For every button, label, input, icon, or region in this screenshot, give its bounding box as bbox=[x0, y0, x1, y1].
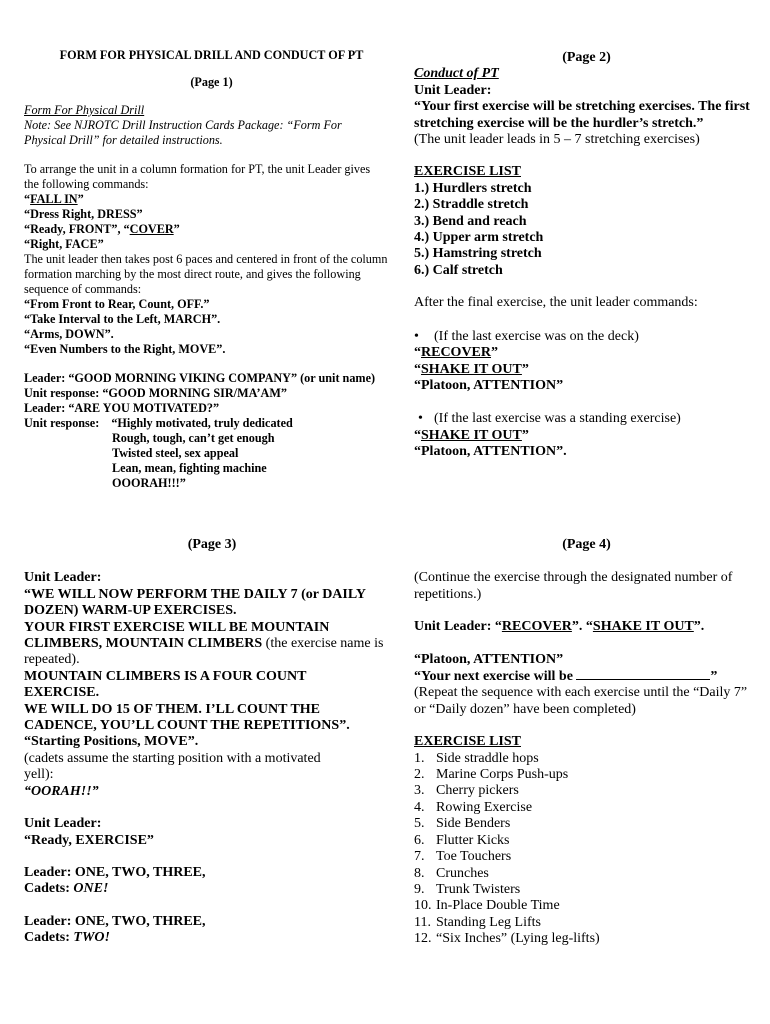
list-item bbox=[414, 751, 759, 767]
page-3-panel bbox=[24, 537, 400, 947]
response-line-1: “Highly motivated, truly dedicated bbox=[111, 416, 293, 430]
fall-in-text: FALL IN bbox=[30, 192, 78, 206]
quote: ” bbox=[710, 669, 718, 685]
quote: “ bbox=[24, 192, 31, 206]
item-name: Rowing Exercise bbox=[436, 799, 533, 815]
deck-condition bbox=[414, 329, 759, 345]
item-name: In-Place Double Time bbox=[436, 898, 560, 914]
cadets-label: Cadets: bbox=[24, 930, 74, 946]
unit-response-label: Unit response: bbox=[24, 416, 103, 430]
stretch-item: 5.) Hamstring stretch bbox=[414, 246, 542, 262]
leads-note: (The unit leader leads in 5 – 7 stretching exercises) bbox=[414, 132, 700, 148]
quote: “ bbox=[494, 619, 502, 635]
cover-text: COVER bbox=[129, 222, 174, 236]
quote: ” bbox=[521, 361, 529, 377]
recover-text: RECOVER bbox=[421, 345, 492, 361]
cadets-one: ONE! bbox=[73, 881, 109, 897]
daily-line-2: DOZEN) WARM-UP EXERCISES. bbox=[24, 603, 237, 619]
ready-exercise: “Ready, EXERCISE” bbox=[24, 832, 154, 848]
response-line-4: Lean, mean, fighting machine bbox=[112, 461, 267, 475]
daily-line-9: CADENCE, YOU’LL COUNT THE REPETITIONS”. bbox=[24, 718, 350, 734]
quote-separator: ”. “ bbox=[571, 619, 593, 635]
cadets-label: Cadets: bbox=[24, 881, 74, 897]
item-number: 7. bbox=[414, 849, 425, 865]
item-number: 11. bbox=[414, 914, 431, 930]
next-exercise-text: “Your next exercise will be bbox=[414, 669, 577, 685]
response-line-5: OOORAH!!!” bbox=[112, 476, 186, 490]
item-name: Cherry pickers bbox=[436, 783, 519, 799]
command-dress-right: “Dress Right, DRESS” bbox=[24, 207, 143, 221]
stretch-item: 4.) Upper arm stretch bbox=[414, 230, 544, 246]
daily-line-8: WE WILL DO 15 OF THEM. I’LL COUNT THE bbox=[24, 701, 321, 717]
stretch-item: 6.) Calf stretch bbox=[414, 262, 503, 278]
posts-line-1: The unit leader then takes post 6 paces and centered in front of the column bbox=[24, 252, 388, 266]
unit-leader-recover bbox=[414, 619, 759, 635]
page-1-label: (Page 1) bbox=[190, 75, 233, 89]
cadets-count-2 bbox=[24, 930, 400, 946]
posts-line-3: sequence of commands: bbox=[24, 282, 142, 296]
list-item bbox=[414, 931, 759, 947]
exercise-list-title: EXERCISE LIST bbox=[414, 734, 521, 750]
command-fall-in bbox=[24, 192, 399, 207]
standing-condition bbox=[414, 411, 759, 427]
shake-text: SHAKE IT OUT bbox=[421, 427, 522, 443]
daily-line-4 bbox=[24, 636, 400, 652]
daily-line-3: YOUR FIRST EXERCISE WILL BE MOUNTAIN bbox=[24, 619, 330, 635]
daily-line-7: EXERCISE. bbox=[24, 685, 100, 701]
item-name: “Six Inches” (Lying leg-lifts) bbox=[436, 931, 600, 947]
shake-text: SHAKE IT OUT bbox=[421, 361, 522, 377]
ready-front-text: “Ready, FRONT”, “ bbox=[24, 222, 130, 236]
continue-line-2: repetitions.) bbox=[414, 586, 482, 602]
posts-line-2: formation marching by the most direct route, and gives the following bbox=[24, 267, 361, 281]
mountain-climbers-text: CLIMBERS, MOUNTAIN CLIMBERS bbox=[24, 636, 266, 652]
item-number: 6. bbox=[414, 832, 425, 848]
conduct-title: Conduct of PT bbox=[414, 66, 499, 82]
unit-leader-label: Unit Leader: bbox=[24, 570, 102, 586]
unit-response bbox=[24, 416, 399, 431]
cadets-assume-2: yell): bbox=[24, 767, 54, 783]
item-number: 5. bbox=[414, 816, 425, 832]
list-item bbox=[414, 783, 759, 799]
response-good-morning: Unit response: “GOOD MORNING SIR/MA’AM” bbox=[24, 386, 287, 400]
note-line-1: Note: See NJROTC Drill Instruction Cards Package: “Form For bbox=[24, 118, 342, 132]
item-name: Side Benders bbox=[436, 816, 511, 832]
oorah-yell: “OORAH!!” bbox=[24, 783, 99, 799]
item-name: Crunches bbox=[436, 865, 489, 881]
item-number: 3. bbox=[414, 783, 425, 799]
item-number: 1. bbox=[414, 750, 425, 766]
exercise-list-title: EXERCISE LIST bbox=[414, 164, 521, 180]
list-item bbox=[414, 866, 759, 882]
document-heading: FORM FOR PHYSICAL DRILL AND CONDUCT OF PT bbox=[59, 48, 364, 62]
starting-positions: “Starting Positions, MOVE”. bbox=[24, 734, 199, 750]
command-platoon-attention: “Platoon, ATTENTION” bbox=[414, 377, 564, 393]
list-item bbox=[414, 849, 759, 865]
leader-motivated: Leader: “ARE YOU MOTIVATED?” bbox=[24, 401, 220, 415]
blank-line bbox=[576, 668, 710, 680]
quote-end: ”. bbox=[693, 619, 705, 635]
repeat-line-2: or “Daily dozen” have been completed) bbox=[414, 701, 636, 717]
next-exercise bbox=[414, 668, 759, 685]
quote: ” bbox=[77, 192, 84, 206]
command-ready-front bbox=[24, 222, 399, 237]
page-2-label: (Page 2) bbox=[562, 50, 611, 65]
cadets-assume-1: (cadets assume the starting position with a motivated bbox=[24, 750, 321, 766]
continue-line-1: (Continue the exercise through the designated number of bbox=[414, 570, 733, 586]
intro-line-2: the following commands: bbox=[24, 177, 149, 191]
quote: ” bbox=[521, 427, 529, 443]
bullet-icon: • bbox=[414, 328, 419, 344]
unit-leader-label: Unit Leader: bbox=[414, 82, 492, 98]
stretch-item: 1.) Hurdlers stretch bbox=[414, 180, 532, 196]
bullet-icon: • bbox=[418, 411, 423, 427]
command-platoon-attention-2: “Platoon, ATTENTION”. bbox=[414, 444, 567, 460]
leader-count-1: Leader: ONE, TWO, THREE, bbox=[24, 864, 206, 880]
response-line-2: Rough, tough, can’t get enough bbox=[112, 431, 275, 445]
page-2-panel bbox=[414, 50, 759, 461]
unit-leader-label: Unit Leader: bbox=[414, 619, 495, 635]
list-item bbox=[414, 816, 759, 832]
item-number: 8. bbox=[414, 865, 425, 881]
item-name: Side straddle hops bbox=[436, 750, 539, 766]
page-3-label: (Page 3) bbox=[187, 537, 237, 552]
quote: ” bbox=[491, 345, 499, 361]
command-recover bbox=[414, 345, 759, 361]
first-exercise-line-1: “Your first exercise will be stretching exercises. The first bbox=[414, 99, 750, 115]
command-right-face: “Right, FACE” bbox=[24, 237, 104, 251]
unit-leader-label-2: Unit Leader: bbox=[24, 816, 102, 832]
deck-condition-text: (If the last exercise was on the deck) bbox=[434, 328, 639, 344]
quote: “ bbox=[414, 361, 421, 377]
page-4-label: (Page 4) bbox=[562, 537, 611, 552]
daily-exercise-list bbox=[414, 751, 759, 948]
item-number: 2. bbox=[414, 767, 425, 783]
item-number: 9. bbox=[414, 881, 425, 897]
intro-line-1: To arrange the unit in a column formation for PT, the unit Leader gives bbox=[24, 162, 371, 176]
command-count-off: “From Front to Rear, Count, OFF.” bbox=[24, 297, 210, 311]
item-name: Trunk Twisters bbox=[436, 881, 521, 897]
command-arms-down: “Arms, DOWN”. bbox=[24, 327, 114, 341]
platoon-attention: “Platoon, ATTENTION” bbox=[414, 651, 564, 667]
form-title: Form For Physical Drill bbox=[24, 103, 145, 117]
item-number: 10. bbox=[414, 898, 432, 914]
response-line-3: Twisted steel, sex appeal bbox=[112, 446, 239, 460]
quote: ” bbox=[173, 222, 180, 236]
item-name: Flutter Kicks bbox=[436, 832, 510, 848]
page-4-panel bbox=[414, 537, 759, 948]
item-number: 4. bbox=[414, 799, 425, 815]
note-line-2: Physical Drill” for detailed instructions. bbox=[24, 133, 223, 147]
leader-count-2: Leader: ONE, TWO, THREE, bbox=[24, 913, 206, 929]
command-even-numbers: “Even Numbers to the Right, MOVE”. bbox=[24, 342, 226, 356]
exercise-name-note: (the exercise name is bbox=[265, 636, 384, 652]
item-number: 12. bbox=[414, 931, 432, 947]
daily-line-5: repeated). bbox=[24, 652, 80, 668]
after-final: After the final exercise, the unit leader commands: bbox=[414, 295, 698, 311]
list-item bbox=[414, 915, 759, 931]
item-name: Toe Touchers bbox=[436, 849, 512, 865]
command-shake-2 bbox=[414, 428, 759, 444]
command-shake bbox=[414, 362, 759, 378]
list-item bbox=[414, 898, 759, 914]
item-name: Marine Corps Push-ups bbox=[436, 767, 569, 783]
stretch-item: 2.) Straddle stretch bbox=[414, 197, 529, 213]
list-item bbox=[414, 882, 759, 898]
list-item bbox=[414, 800, 759, 816]
daily-line-1: “WE WILL NOW PERFORM THE DAILY 7 (or DAILY bbox=[24, 586, 367, 602]
repeat-line-1: (Repeat the sequence with each exercise until the “Daily 7” bbox=[414, 685, 748, 701]
list-item bbox=[414, 833, 759, 849]
shake-text: SHAKE IT OUT bbox=[592, 619, 694, 635]
cadets-two: TWO! bbox=[73, 930, 110, 946]
command-interval: “Take Interval to the Left, MARCH”. bbox=[24, 312, 221, 326]
quote: “ bbox=[414, 427, 421, 443]
stretch-item: 3.) Bend and reach bbox=[414, 213, 527, 229]
cadets-count-1 bbox=[24, 881, 400, 897]
page-1-panel bbox=[24, 48, 399, 491]
standing-condition-text: (If the last exercise was a standing exercise) bbox=[434, 411, 681, 427]
quote: “ bbox=[414, 345, 421, 361]
daily-line-6: MOUNTAIN CLIMBERS IS A FOUR COUNT bbox=[24, 668, 307, 684]
list-item bbox=[414, 767, 759, 783]
item-name: Standing Leg Lifts bbox=[436, 914, 541, 930]
recover-text: RECOVER bbox=[501, 619, 572, 635]
first-exercise-line-2: stretching exercise will be the hurdler’s stretch.” bbox=[414, 115, 704, 131]
leader-good-morning: Leader: “GOOD MORNING VIKING COMPANY” (or unit name) bbox=[24, 371, 376, 385]
